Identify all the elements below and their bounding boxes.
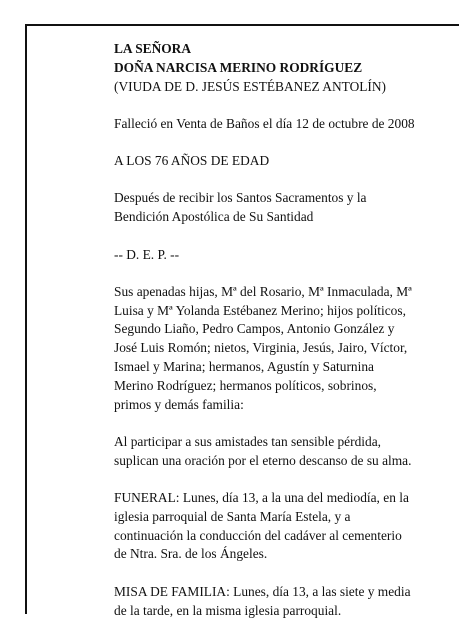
rip-text: -- D. E. P. -- [114, 246, 180, 262]
deceased-header [114, 40, 434, 96]
age-text: A LOS 76 AÑOS DE EDAD [114, 153, 270, 169]
family-line: Segundo Liaño, Pedro Campos, Antonio González y [114, 321, 395, 337]
sacraments-paragraph [114, 189, 434, 227]
widow-of-line: (VIUDA DE D. JESÚS ESTÉBANEZ ANTOLÍN) [114, 78, 387, 94]
family-line: José Luis Romón; nietos, Virginia, Jesús, Jairo, Víctor, [114, 340, 408, 356]
funeral-line: continuación la conducción del cadáver al cementerio [114, 527, 402, 543]
family-line: primos y demás familia: [114, 396, 244, 412]
mass-line: MISA DE FAMILIA: Lunes, día 13, a las siete y media [114, 583, 411, 599]
family-line: Ismael y Marina; hermanos, Agustín y Saturnina [114, 359, 374, 375]
death-notice-text: Falleció en Venta de Baños el día 12 de octubre de 2008 [114, 115, 415, 131]
funeral-line: de Ntra. Sra. de los Ángeles. [114, 546, 268, 562]
family-paragraph [114, 283, 434, 415]
age-notice [114, 152, 434, 171]
family-line: Merino Rodríguez; hermanos políticos, sobrinos, [114, 377, 377, 393]
funeral-paragraph [114, 489, 434, 564]
request-paragraph [114, 433, 434, 471]
title-line: LA SEÑORA [114, 41, 192, 56]
family-line: Luisa y Mª Yolanda Estébanez Merino; hijos políticos, [114, 302, 406, 318]
sacraments-line: Bendición Apostólica de Su Santidad [114, 209, 314, 225]
deceased-name: DOÑA NARCISA MERINO RODRÍGUEZ [114, 59, 363, 75]
obituary-text [114, 40, 434, 639]
rip-line [114, 246, 434, 265]
funeral-line: FUNERAL: Lunes, día 13, a la una del mediodía, en la [114, 490, 409, 506]
request-line: Al participar a sus amistades tan sensible pérdida, [114, 433, 381, 449]
mass-line: de la tarde, en la misma iglesia parroquial. [114, 602, 342, 618]
family-line: Sus apenadas hijas, Mª del Rosario, Mª Inmaculada, Mª [114, 283, 412, 299]
sacraments-line: Después de recibir los Santos Sacramentos y la [114, 190, 367, 206]
funeral-line: iglesia parroquial de Santa María Estela, y a [114, 508, 351, 524]
death-notice [114, 115, 434, 134]
mass-paragraph [114, 583, 434, 621]
request-line: suplican una oración por el eterno descanso de su alma. [114, 452, 412, 468]
